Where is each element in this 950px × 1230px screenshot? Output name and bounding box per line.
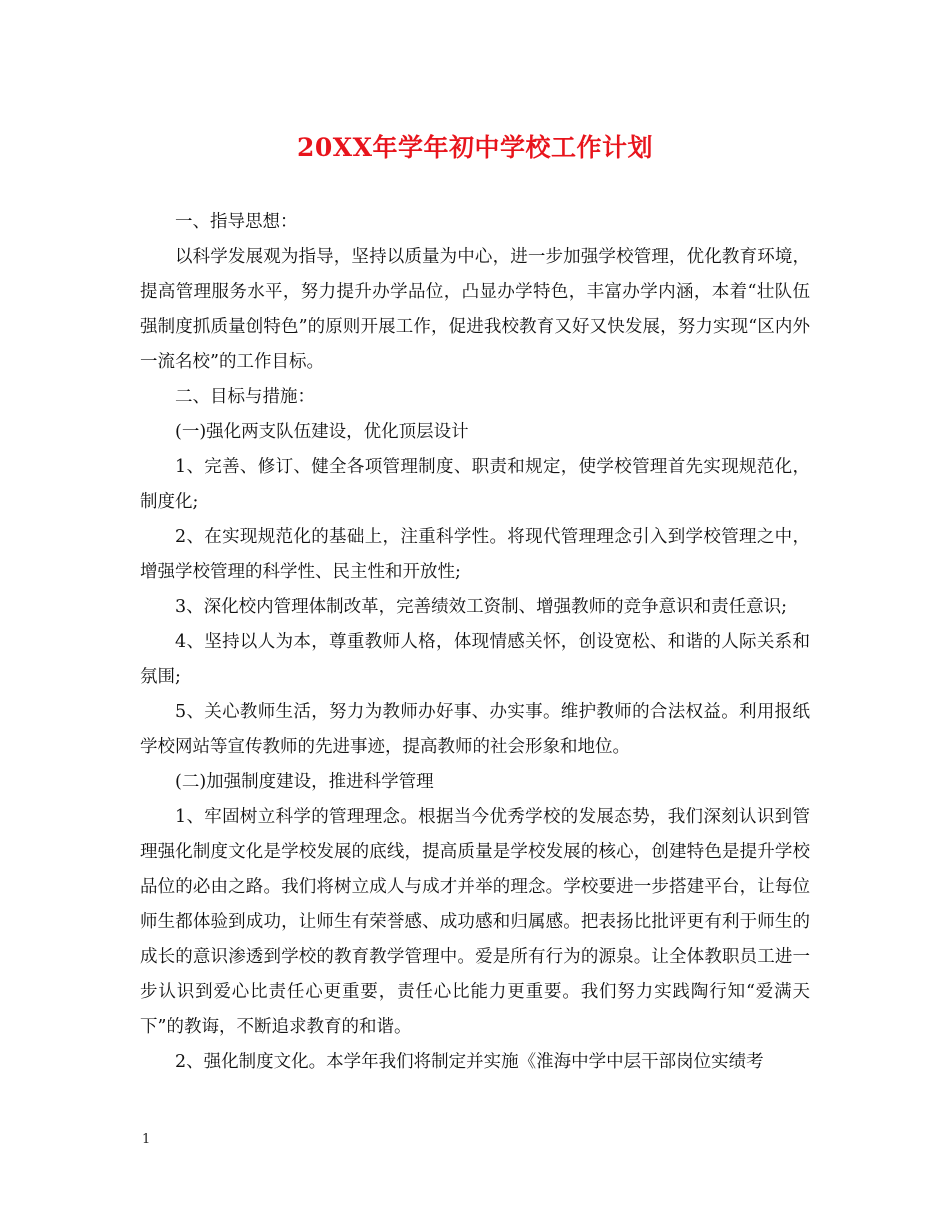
document-title: 20XX年学年初中学校工作计划 bbox=[296, 133, 654, 162]
heading-guiding-ideology: 一、指导思想： bbox=[175, 212, 298, 232]
page-number: 1 bbox=[142, 1132, 151, 1147]
list-item-system-culture: 2、强化制度文化。本学年我们将制定并实施《淮海中学中层干部岗位实绩考 bbox=[175, 1052, 764, 1072]
subheading-team-building: (一)强化两支队伍建设，优化顶层设计 bbox=[175, 422, 469, 442]
list-item-3: 3、深化校内管理体制改革，完善绩效工资制、增强教师的竞争意识和责任意识; bbox=[175, 597, 788, 617]
document-body bbox=[140, 205, 810, 1080]
list-item-4: 4、坚持以人为本，尊重教师人格，体现情感关怀，创设宽松、和谐的人际关系和氛围; bbox=[140, 632, 810, 687]
list-item-2: 2、在实现规范化的基础上，注重科学性。将现代管理理念引入到学校管理之中，增强学校管理的科学性、民主性和开放性; bbox=[140, 527, 810, 582]
subheading-system-building: (二)加强制度建设，推进科学管理 bbox=[175, 772, 434, 792]
list-item-management-concept: 1、牢固树立科学的管理理念。根据当今优秀学校的发展态势，我们深刻认识到管理强化制度文化是学校发展的底线，提高质量是学校发展的核心，创建特色是提升学校品位的必由之路。我们将树立成人与成才并举的理念。学校要进一步搭建平台，让每位师生都体验到成功，让师生有荣誉感、成功感和归属感。把表扬比批评更有利于师生的成长的意识渗透到学校的教育教学管理中。爱是所有行为的源泉。让全体教职员工进一步认识到爱心比责任心更重要，责任心比能力更重要。我们努力实践陶行知“爱满天下”的教诲，不断追求教育的和谐。 bbox=[140, 807, 810, 1037]
list-item-5: 5、关心教师生活，努力为教师办好事、办实事。维护教师的合法权益。利用报纸学校网站等宣传教师的先进事迹，提高教师的社会形象和地位。 bbox=[140, 702, 810, 757]
heading-goals-measures: 二、目标与措施： bbox=[175, 387, 315, 407]
paragraph-guiding-ideology: 以科学发展观为指导，坚持以质量为中心，进一步加强学校管理，优化教育环境，提高管理服务水平，努力提升办学品位，凸显办学特色，丰富办学内涵，本着“壮队伍强制度抓质量创特色”的原则开展工作，促进我校教育又好又快发展，努力实现“区内外一流名校”的工作目标。 bbox=[140, 247, 810, 372]
list-item-1: 1、完善、修订、健全各项管理制度、职责和规定，使学校管理首先实现规范化，制度化; bbox=[140, 457, 810, 512]
